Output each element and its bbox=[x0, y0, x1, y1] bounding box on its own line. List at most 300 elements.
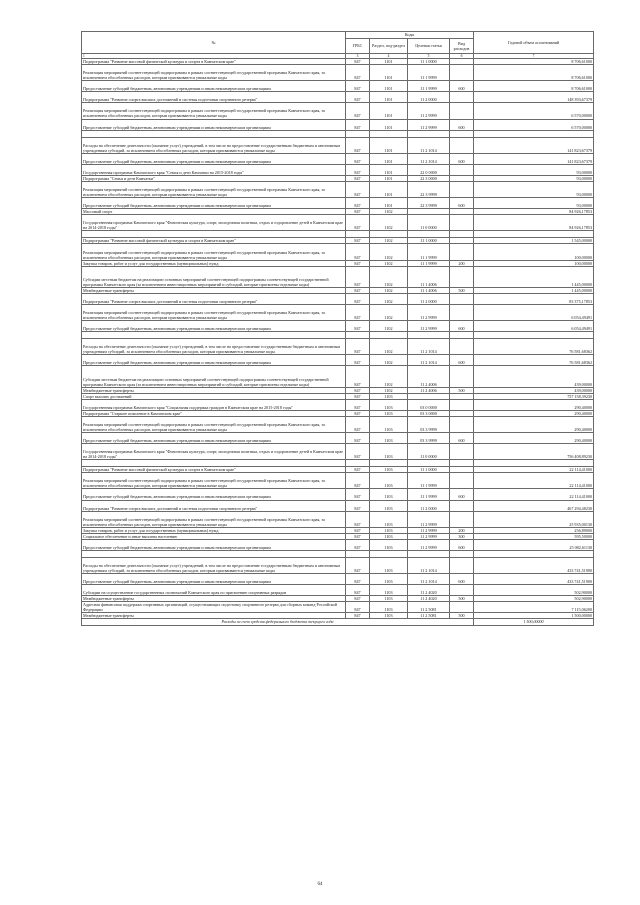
row-target bbox=[408, 130, 450, 137]
row-section: 1103 bbox=[370, 416, 408, 432]
row-amount: 141 823,67379 bbox=[474, 153, 594, 164]
row-name bbox=[82, 460, 346, 467]
row-name: Предоставление субсидий бюджетным, автономным учреждениям и иным некоммерческим организациям bbox=[82, 489, 346, 500]
row-kind bbox=[450, 500, 474, 511]
table-body bbox=[82, 59, 594, 619]
row-grbs: 847 bbox=[346, 238, 370, 244]
table-row bbox=[82, 557, 594, 573]
row-name: Реализация мероприятий соответствующей подпрограммы в рамках соответствующей государственной программы Камчатского края, за исключением обособленных расходов, которым присваиваются уникальные коды bbox=[82, 416, 346, 432]
row-name bbox=[82, 550, 346, 557]
header-number: № bbox=[82, 32, 346, 54]
row-target: 22 3 9999 bbox=[408, 198, 450, 209]
table-row bbox=[82, 137, 594, 153]
row-kind: 600 bbox=[450, 153, 474, 164]
row-section: 1101 bbox=[370, 137, 408, 153]
row-kind bbox=[450, 585, 474, 596]
row-amount: 100,00000 bbox=[474, 260, 594, 266]
row-grbs: 847 bbox=[346, 92, 370, 103]
budget-sheet bbox=[81, 31, 593, 626]
row-amount: 290,40000 bbox=[474, 410, 594, 416]
row-amount: 439,00000 bbox=[474, 387, 594, 393]
page-number: 64 bbox=[317, 882, 323, 887]
row-section: 1103 bbox=[370, 467, 408, 473]
row-grbs: 847 bbox=[346, 387, 370, 393]
row-target: 11 2 0000 bbox=[408, 92, 450, 103]
row-grbs: 847 bbox=[346, 596, 370, 602]
row-section: 1101 bbox=[370, 198, 408, 209]
row-target: 11 2 1014 bbox=[408, 574, 450, 585]
row-amount: 8 706,61000 bbox=[474, 59, 594, 65]
table-row bbox=[82, 539, 594, 550]
row-name: Государственная программа Камчатского края "Семья и дети Камчатки на 2015-2018 годы" bbox=[82, 164, 346, 175]
row-section: 1102 bbox=[370, 304, 408, 320]
row-name: Межбюджетные трансферты bbox=[82, 287, 346, 293]
row-kind: 600 bbox=[450, 355, 474, 366]
header-amount: Годовой объем ассигнований bbox=[474, 32, 594, 54]
row-section: 1103 bbox=[370, 489, 408, 500]
row-target: 11 2 9999 bbox=[408, 527, 450, 533]
row-kind bbox=[450, 231, 474, 238]
row-section: 1103 bbox=[370, 473, 408, 489]
header-codes: Коды bbox=[346, 32, 474, 39]
row-section: 1103 bbox=[370, 511, 408, 527]
row-grbs: 847 bbox=[346, 304, 370, 320]
row-amount: 756 408,89230 bbox=[474, 444, 594, 460]
table-row bbox=[82, 444, 594, 460]
row-name: Реализация мероприятий соответствующей подпрограммы в рамках соответствующей государственной программы Камчатского края, за исключением обособленных расходов, которым присваиваются уникальные коды bbox=[82, 473, 346, 489]
table-row bbox=[82, 304, 594, 320]
row-name: Государственная программа Камчатского края "Физическая культура, спорт, молодежная политика, отдых и оздоровление детей в Камчатском крае на 2014-2018 годы" bbox=[82, 215, 346, 231]
row-kind bbox=[450, 339, 474, 355]
row-grbs: 847 bbox=[346, 613, 370, 619]
row-grbs: 847 bbox=[346, 209, 370, 215]
row-target: 11 1 4006 bbox=[408, 287, 450, 293]
row-amount: 7 115,06200 bbox=[474, 602, 594, 613]
row-target: 11 1 0000 bbox=[408, 467, 450, 473]
row-amount: 256,89000 bbox=[474, 527, 594, 533]
row-amount: 100,00000 bbox=[474, 244, 594, 260]
row-amount: 76 581,68362 bbox=[474, 355, 594, 366]
row-amount: 433 741,51900 bbox=[474, 574, 594, 585]
row-amount: 8 706,61000 bbox=[474, 65, 594, 81]
row-target: 03 3 9999 bbox=[408, 416, 450, 432]
row-target: 11 1 9999 bbox=[408, 260, 450, 266]
row-amount: 1 445,00000 bbox=[474, 266, 594, 287]
row-grbs: 847 bbox=[346, 59, 370, 65]
row-kind bbox=[450, 181, 474, 197]
row-amount: 93,00000 bbox=[474, 175, 594, 181]
row-grbs: 847 bbox=[346, 511, 370, 527]
header-row-top bbox=[82, 32, 594, 39]
row-target bbox=[408, 332, 450, 339]
row-name: Межбюджетные трансферты bbox=[82, 613, 346, 619]
row-amount: 502,90000 bbox=[474, 585, 594, 596]
row-name: Реализация мероприятий соответствующей подпрограммы в рамках соответствующей государственной программы Камчатского края, за исключением обособленных расходов, которым присваиваются уникальные коды bbox=[82, 103, 346, 119]
row-amount: 22 114,41000 bbox=[474, 467, 594, 473]
row-name: Предоставление субсидий бюджетным, автономным учреждениям и иным некоммерческим организациям bbox=[82, 153, 346, 164]
row-name: Межбюджетные трансферты bbox=[82, 596, 346, 602]
table-row bbox=[82, 473, 594, 489]
row-kind: 600 bbox=[450, 198, 474, 209]
row-kind: 500 bbox=[450, 387, 474, 393]
row-grbs: 847 bbox=[346, 321, 370, 332]
row-target: 11 2 9999 bbox=[408, 119, 450, 130]
row-target: 11 2 0000 bbox=[408, 293, 450, 304]
row-target: 11 2 5081 bbox=[408, 613, 450, 619]
row-kind: 200 bbox=[450, 260, 474, 266]
row-section: 1103 bbox=[370, 500, 408, 511]
row-grbs: 847 bbox=[346, 433, 370, 444]
row-grbs: 847 bbox=[346, 119, 370, 130]
row-amount bbox=[474, 130, 594, 137]
row-kind: 200 bbox=[450, 527, 474, 533]
row-section bbox=[370, 332, 408, 339]
row-kind bbox=[450, 293, 474, 304]
row-name: Подпрограмма "Развитие спорта высших достижений и системы подготовки спортивного резерва" bbox=[82, 500, 346, 511]
row-target: 22 3 0000 bbox=[408, 175, 450, 181]
row-section: 1101 bbox=[370, 119, 408, 130]
row-section bbox=[370, 231, 408, 238]
row-kind: 600 bbox=[450, 489, 474, 500]
table-row bbox=[82, 489, 594, 500]
row-kind bbox=[450, 366, 474, 387]
row-target: 11 1 9999 bbox=[408, 244, 450, 260]
row-kind: 600 bbox=[450, 539, 474, 550]
row-target bbox=[408, 460, 450, 467]
table-row bbox=[82, 585, 594, 596]
row-amount: 93,00000 bbox=[474, 198, 594, 209]
row-grbs bbox=[346, 332, 370, 339]
row-name: Адресная финансовая поддержка спортивных организаций, осуществляющих подготовку спортивного резерва для сборных команд Российской Федерации bbox=[82, 602, 346, 613]
row-grbs: 847 bbox=[346, 293, 370, 304]
row-target: 11 2 4020 bbox=[408, 585, 450, 596]
row-name: Подпрограмма "Развитие массовой физической культуры и спорта в Камчатском крае" bbox=[82, 467, 346, 473]
row-grbs: 847 bbox=[346, 444, 370, 460]
row-kind bbox=[450, 304, 474, 320]
row-target: 11 1 0000 bbox=[408, 59, 450, 65]
row-kind: 500 bbox=[450, 613, 474, 619]
header-grbs: ГРБС bbox=[346, 39, 370, 54]
row-name: Реализация мероприятий соответствующей подпрограммы в рамках соответствующей государственной программы Камчатского края, за исключением обособленных расходов, которым присваиваются уникальные коды bbox=[82, 65, 346, 81]
row-target: 03 3 9999 bbox=[408, 433, 450, 444]
row-kind bbox=[450, 602, 474, 613]
row-kind bbox=[450, 460, 474, 467]
spacer-row bbox=[82, 130, 594, 137]
row-kind bbox=[450, 266, 474, 287]
row-grbs: 847 bbox=[346, 137, 370, 153]
table-row bbox=[82, 339, 594, 355]
row-target: 11 2 1014 bbox=[408, 355, 450, 366]
row-name: Подпрограмма "Старшее поколение в Камчатском крае" bbox=[82, 410, 346, 416]
row-name bbox=[82, 231, 346, 238]
row-section: 1102 bbox=[370, 266, 408, 287]
row-section: 1101 bbox=[370, 65, 408, 81]
row-section: 1103 bbox=[370, 410, 408, 416]
row-name: Подпрограмма "Развитие массовой физической культуры и спорта в Камчатском крае" bbox=[82, 238, 346, 244]
row-name: Реализация мероприятий соответствующей подпрограммы в рамках соответствующей государственной программы Камчатского края, за исключением обособленных расходов, которым присваиваются уникальные коды bbox=[82, 511, 346, 527]
row-amount: 6 054,49491 bbox=[474, 304, 594, 320]
row-grbs: 847 bbox=[346, 473, 370, 489]
row-section: 1102 bbox=[370, 260, 408, 266]
row-amount: 25 935,00130 bbox=[474, 511, 594, 527]
table-row bbox=[82, 198, 594, 209]
row-amount bbox=[474, 231, 594, 238]
row-amount: 22 114,41000 bbox=[474, 473, 594, 489]
row-section: 1102 bbox=[370, 238, 408, 244]
row-section: 1102 bbox=[370, 339, 408, 355]
row-section: 1102 bbox=[370, 321, 408, 332]
row-kind bbox=[450, 164, 474, 175]
row-section: 1101 bbox=[370, 81, 408, 92]
row-name: Подпрограмма "Семья и дети Камчатки" bbox=[82, 175, 346, 181]
row-grbs: 847 bbox=[346, 585, 370, 596]
row-kind bbox=[450, 473, 474, 489]
row-kind bbox=[450, 416, 474, 432]
table-row bbox=[82, 293, 594, 304]
row-amount: 93,00000 bbox=[474, 164, 594, 175]
row-grbs: 847 bbox=[346, 181, 370, 197]
row-amount: 502,90000 bbox=[474, 596, 594, 602]
row-grbs: 847 bbox=[346, 81, 370, 92]
row-target: 11 2 9999 bbox=[408, 533, 450, 539]
row-name: Предоставление субсидий бюджетным, автономным учреждениям и иным некоммерческим организациям bbox=[82, 574, 346, 585]
row-kind: 600 bbox=[450, 574, 474, 585]
row-kind bbox=[450, 444, 474, 460]
row-section: 1102 bbox=[370, 209, 408, 215]
column-number: 1 bbox=[82, 54, 346, 59]
row-target: 11 2 1014 bbox=[408, 153, 450, 164]
row-name: Субсидии на осуществление государственных полномочий Камчатского края по присвоению спортивных разрядов bbox=[82, 585, 346, 596]
row-grbs: 847 bbox=[346, 527, 370, 533]
row-grbs bbox=[346, 550, 370, 557]
row-name: Государственная программа Камчатского края "Физическая культура, спорт, молодежная политика, отдых и оздоровление детей в Камчатском крае на 2014-2018 годы" bbox=[82, 444, 346, 460]
row-name: Закупка товаров, работ и услуг для государственных (муниципальных) нужд bbox=[82, 260, 346, 266]
row-section: 1101 bbox=[370, 181, 408, 197]
row-name: Подпрограмма "Развитие спорта высших достижений и системы подготовки спортивного резерва" bbox=[82, 92, 346, 103]
row-target: 11 1 9999 bbox=[408, 81, 450, 92]
row-section: 1101 bbox=[370, 59, 408, 65]
row-section: 1103 bbox=[370, 613, 408, 619]
row-section: 1103 bbox=[370, 602, 408, 613]
column-number: 4 bbox=[370, 54, 408, 59]
row-grbs bbox=[346, 460, 370, 467]
row-section: 1103 bbox=[370, 444, 408, 460]
row-grbs bbox=[346, 231, 370, 238]
row-section: 1103 bbox=[370, 557, 408, 573]
table-row bbox=[82, 416, 594, 432]
row-amount: 757 158,39230 bbox=[474, 393, 594, 399]
row-amount bbox=[474, 460, 594, 467]
table-row bbox=[82, 574, 594, 585]
row-target bbox=[408, 231, 450, 238]
table-row bbox=[82, 355, 594, 366]
row-section: 1101 bbox=[370, 164, 408, 175]
row-section: 1101 bbox=[370, 92, 408, 103]
row-grbs: 847 bbox=[346, 489, 370, 500]
row-section: 1102 bbox=[370, 355, 408, 366]
row-target: 11 2 1014 bbox=[408, 339, 450, 355]
row-kind: 500 bbox=[450, 287, 474, 293]
row-amount: 439,00000 bbox=[474, 366, 594, 387]
column-number: 3 bbox=[346, 54, 370, 59]
row-amount: 467 294,48230 bbox=[474, 500, 594, 511]
row-target: 11 1 9999 bbox=[408, 473, 450, 489]
table-row bbox=[82, 153, 594, 164]
row-name: Расходы на обеспечение деятельности (оказание услуг) учреждений, в том числе на предоставление государственным бюджетным и автономным учреждениям субсидий, за исключением обособленных расходов, которым присваиваются уникальные коды bbox=[82, 339, 346, 355]
row-target: 11 2 9999 bbox=[408, 321, 450, 332]
row-target: 11 2 1014 bbox=[408, 557, 450, 573]
row-section: 1102 bbox=[370, 387, 408, 393]
row-section: 1103 bbox=[370, 585, 408, 596]
row-amount: 595,50000 bbox=[474, 533, 594, 539]
row-target: 11 2 4006 bbox=[408, 366, 450, 387]
row-amount: 148 393,67379 bbox=[474, 92, 594, 103]
column-number: 6 bbox=[450, 54, 474, 59]
row-name: Подпрограмма "Развитие спорта высших достижений и системы подготовки спортивного резерва" bbox=[82, 293, 346, 304]
row-kind: 600 bbox=[450, 433, 474, 444]
row-target: 11 1 0000 bbox=[408, 238, 450, 244]
row-name: Межбюджетные трансферты bbox=[82, 387, 346, 393]
row-name: Реализация мероприятий соответствующей подпрограммы в рамках соответствующей государственной программы Камчатского края, за исключением обособленных расходов, которым присваиваются уникальные коды bbox=[82, 304, 346, 320]
row-amount: 83 375,17853 bbox=[474, 293, 594, 304]
row-target: 03 0 0000 bbox=[408, 399, 450, 410]
row-section: 1103 bbox=[370, 533, 408, 539]
row-amount: 6 570,00000 bbox=[474, 103, 594, 119]
row-grbs: 847 bbox=[346, 244, 370, 260]
row-target: 11 2 1014 bbox=[408, 137, 450, 153]
row-kind bbox=[450, 332, 474, 339]
row-name: Предоставление субсидий бюджетным, автономным учреждениям и иным некоммерческим организациям bbox=[82, 355, 346, 366]
row-amount: 93,00000 bbox=[474, 181, 594, 197]
row-target: 11 2 4020 bbox=[408, 596, 450, 602]
table-row bbox=[82, 266, 594, 287]
footer-note: Расходы за счет средств федерального бюджета текущего года bbox=[82, 619, 474, 625]
row-target: 22 0 0000 bbox=[408, 164, 450, 175]
column-number: 7 bbox=[474, 54, 594, 59]
column-number: 5 bbox=[408, 54, 450, 59]
row-name: Социальное обеспечение и иные выплаты населению bbox=[82, 533, 346, 539]
row-name: Предоставление субсидий бюджетным, автономным учреждениям и иным некоммерческим организациям bbox=[82, 433, 346, 444]
row-amount: 8 706,61000 bbox=[474, 81, 594, 92]
row-target: 11 0 0000 bbox=[408, 215, 450, 231]
row-target: 11 2 4006 bbox=[408, 387, 450, 393]
header-section: Раздел, под-раздел bbox=[370, 39, 408, 54]
row-name: Субсидии местным бюджетам на реализацию основных мероприятий соответствующей подпрограммы соответствующей государственной программы Камчатского края (за исключением инвестиционных мероприятий и субсидий, которые присвоены отдельные коды) bbox=[82, 266, 346, 287]
row-name bbox=[82, 130, 346, 137]
spacer-row bbox=[82, 332, 594, 339]
spacer-row bbox=[82, 550, 594, 557]
table-row bbox=[82, 511, 594, 527]
row-name: Государственная программа Камчатского края "Социальная поддержка граждан в Камчатском крае на 2015-2018 годы" bbox=[82, 399, 346, 410]
row-name: Реализация мероприятий соответствующей подпрограммы в рамках соответствующей государственной программы Камчатского края, за исключением обособленных расходов, которым присваиваются уникальные коды bbox=[82, 181, 346, 197]
header-target: Целевая статья bbox=[408, 39, 450, 54]
row-kind: 600 bbox=[450, 321, 474, 332]
row-grbs: 847 bbox=[346, 533, 370, 539]
row-kind bbox=[450, 137, 474, 153]
row-section: 1102 bbox=[370, 366, 408, 387]
row-amount: 22 114,41000 bbox=[474, 489, 594, 500]
row-kind bbox=[450, 244, 474, 260]
row-amount: 6 570,00000 bbox=[474, 119, 594, 130]
row-kind bbox=[450, 92, 474, 103]
row-grbs: 847 bbox=[346, 287, 370, 293]
row-amount: 76 581,68362 bbox=[474, 339, 594, 355]
footer-amount: 1 500,00000 bbox=[474, 619, 594, 625]
table-row bbox=[82, 181, 594, 197]
row-target: 11 1 9999 bbox=[408, 489, 450, 500]
row-grbs: 847 bbox=[346, 574, 370, 585]
row-amount: 1 500,00000 bbox=[474, 613, 594, 619]
row-grbs: 847 bbox=[346, 399, 370, 410]
table-row bbox=[82, 103, 594, 119]
row-target: 11 0 0000 bbox=[408, 444, 450, 460]
row-grbs: 847 bbox=[346, 339, 370, 355]
row-grbs: 847 bbox=[346, 355, 370, 366]
row-target: 11 2 9999 bbox=[408, 539, 450, 550]
row-amount: 25 082,61130 bbox=[474, 539, 594, 550]
row-amount: 141 823,67379 bbox=[474, 137, 594, 153]
table-row bbox=[82, 366, 594, 387]
row-grbs: 847 bbox=[346, 366, 370, 387]
row-name: Предоставление субсидий бюджетным, автономным учреждениям и иным некоммерческим организациям bbox=[82, 81, 346, 92]
row-target: 11 2 9999 bbox=[408, 304, 450, 320]
row-name: Предоставление субсидий бюджетным, автономным учреждениям и иным некоммерческим организациям bbox=[82, 119, 346, 130]
row-name: Расходы на обеспечение деятельности (оказание услуг) учреждений, в том числе на предоставление государственным бюджетным и автономным учреждениям субсидий, за исключением обособленных расходов, которым присваиваются уникальные коды bbox=[82, 557, 346, 573]
table-row bbox=[82, 399, 594, 410]
footer-row bbox=[82, 619, 594, 625]
row-section: 1103 bbox=[370, 596, 408, 602]
row-grbs: 847 bbox=[346, 500, 370, 511]
row-kind bbox=[450, 103, 474, 119]
row-section: 1103 bbox=[370, 574, 408, 585]
row-target bbox=[408, 550, 450, 557]
row-name: Реализация мероприятий соответствующей подпрограммы в рамках соответствующей государственной программы Камчатского края, за исключением обособленных расходов, которым присваиваются уникальные коды bbox=[82, 244, 346, 260]
row-grbs: 847 bbox=[346, 393, 370, 399]
row-grbs: 847 bbox=[346, 198, 370, 209]
row-grbs: 847 bbox=[346, 215, 370, 231]
table-row bbox=[82, 244, 594, 260]
row-grbs bbox=[346, 130, 370, 137]
row-target: 03 3 0000 bbox=[408, 410, 450, 416]
table-row bbox=[82, 164, 594, 175]
row-grbs: 847 bbox=[346, 260, 370, 266]
row-amount: 290,40000 bbox=[474, 433, 594, 444]
row-section: 1103 bbox=[370, 433, 408, 444]
row-grbs: 847 bbox=[346, 467, 370, 473]
row-section: 1103 bbox=[370, 393, 408, 399]
spacer-row bbox=[82, 460, 594, 467]
row-grbs: 847 bbox=[346, 266, 370, 287]
row-section: 1102 bbox=[370, 215, 408, 231]
row-amount: 290,40000 bbox=[474, 399, 594, 410]
row-section: 1103 bbox=[370, 539, 408, 550]
row-amount: 1 545,00000 bbox=[474, 238, 594, 244]
row-section: 1103 bbox=[370, 527, 408, 533]
row-name: Предоставление субсидий бюджетным, автономным учреждениям и иным некоммерческим организациям bbox=[82, 198, 346, 209]
table-row bbox=[82, 602, 594, 613]
row-target: 11 2 0000 bbox=[408, 500, 450, 511]
table-row bbox=[82, 500, 594, 511]
row-amount: 433 741,51900 bbox=[474, 557, 594, 573]
row-section: 1101 bbox=[370, 103, 408, 119]
row-name: Спорт высших достижений bbox=[82, 393, 346, 399]
row-grbs: 847 bbox=[346, 410, 370, 416]
table-row bbox=[82, 215, 594, 231]
row-section: 1101 bbox=[370, 153, 408, 164]
budget-table bbox=[81, 31, 594, 626]
row-name: Предоставление субсидий бюджетным, автономным учреждениям и иным некоммерческим организациям bbox=[82, 321, 346, 332]
row-grbs: 847 bbox=[346, 557, 370, 573]
